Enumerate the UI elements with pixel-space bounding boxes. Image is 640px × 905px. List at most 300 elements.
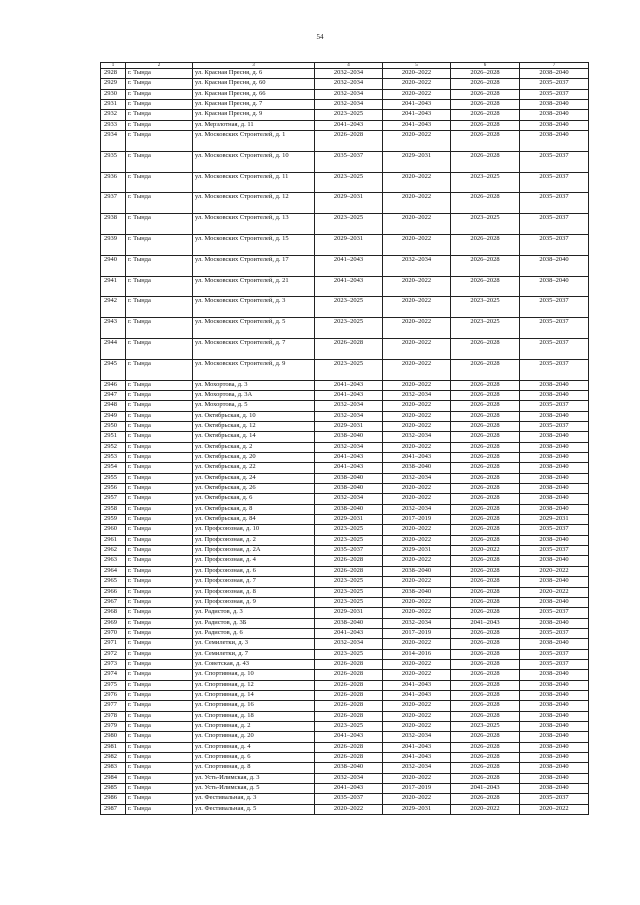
table-row — [101, 297, 589, 318]
period-col6-cell: 2026–2028 — [451, 463, 520, 473]
period-col4-cell: 2026–2028 — [315, 711, 383, 721]
period-col5-cell: 2029–2031 — [383, 546, 451, 556]
period-col6-cell: 2026–2028 — [451, 556, 520, 566]
period-col4-cell: 2020–2022 — [315, 804, 383, 814]
period-col7-cell: 2038–2040 — [520, 390, 589, 400]
city-cell: г. Тында — [126, 515, 193, 525]
address-cell: ул. Профсоюзная, д. 2 — [193, 535, 315, 545]
city-cell: г. Тында — [126, 680, 193, 690]
period-col7-cell: 2035–2037 — [520, 608, 589, 618]
table-row — [101, 546, 589, 556]
period-col5-cell: 2020–2022 — [383, 79, 451, 89]
city-cell: г. Тында — [126, 131, 193, 152]
period-col6-cell: 2026–2028 — [451, 504, 520, 514]
row-number: 2963 — [101, 556, 126, 566]
period-col7-cell: 2035–2037 — [520, 339, 589, 360]
address-cell: ул. Спортивная, д. 10 — [193, 670, 315, 680]
period-col5-cell: 2041–2043 — [383, 120, 451, 130]
period-col4-cell: 2029–2031 — [315, 515, 383, 525]
row-number: 2931 — [101, 100, 126, 110]
period-col7-cell: 2038–2040 — [520, 463, 589, 473]
period-col4-cell: 2041–2043 — [315, 628, 383, 638]
period-col7-cell: 2035–2037 — [520, 422, 589, 432]
period-col4-cell: 2038–2040 — [315, 504, 383, 514]
period-col5-cell: 2020–2022 — [383, 214, 451, 235]
period-col7-cell: 2038–2040 — [520, 753, 589, 763]
period-col7-cell: 2038–2040 — [520, 742, 589, 752]
table-row — [101, 535, 589, 545]
table-row — [101, 318, 589, 339]
address-cell: ул. Московских Строителей, д. 1 — [193, 131, 315, 152]
table-row — [101, 794, 589, 804]
row-number: 2964 — [101, 566, 126, 576]
period-col4-cell: 2041–2043 — [315, 276, 383, 297]
period-col6-cell: 2026–2028 — [451, 690, 520, 700]
city-cell: г. Тында — [126, 587, 193, 597]
period-col5-cell: 2029–2031 — [383, 151, 451, 172]
period-col4-cell: 2029–2031 — [315, 608, 383, 618]
table-row — [101, 504, 589, 514]
address-cell: ул. Московских Строителей, д. 17 — [193, 255, 315, 276]
city-cell: г. Тында — [126, 732, 193, 742]
row-number: 2967 — [101, 597, 126, 607]
period-col5-cell: 2041–2043 — [383, 453, 451, 463]
period-col4-cell: 2041–2043 — [315, 380, 383, 390]
period-col5-cell: 2017–2019 — [383, 628, 451, 638]
table-row — [101, 525, 589, 535]
row-number: 2946 — [101, 380, 126, 390]
row-number: 2958 — [101, 504, 126, 514]
address-cell: ул. Профсоюзная, д. 8 — [193, 587, 315, 597]
period-col5-cell: 2020–2022 — [383, 69, 451, 79]
period-col6-cell: 2026–2028 — [451, 535, 520, 545]
period-col7-cell: 2038–2040 — [520, 721, 589, 731]
period-col7-cell: 2038–2040 — [520, 773, 589, 783]
address-cell: ул. Московских Строителей, д. 11 — [193, 172, 315, 193]
address-cell: ул. Профсоюзная, д. 7 — [193, 577, 315, 587]
row-number: 2954 — [101, 463, 126, 473]
city-cell: г. Тында — [126, 151, 193, 172]
city-cell: г. Тында — [126, 659, 193, 669]
table-row — [101, 597, 589, 607]
row-number: 2928 — [101, 69, 126, 79]
period-col6-cell: 2026–2028 — [451, 453, 520, 463]
address-cell: ул. Октябрьская, д. 26 — [193, 484, 315, 494]
address-cell: ул. Фестивальная, д. 3 — [193, 794, 315, 804]
city-cell: г. Тында — [126, 753, 193, 763]
period-col5-cell: 2032–2034 — [383, 618, 451, 628]
period-col5-cell: 2041–2043 — [383, 680, 451, 690]
city-cell: г. Тында — [126, 618, 193, 628]
period-col7-cell: 2038–2040 — [520, 494, 589, 504]
address-cell: ул. Радистов, д. 3 — [193, 608, 315, 618]
city-cell: г. Тында — [126, 453, 193, 463]
row-number: 2961 — [101, 535, 126, 545]
period-col5-cell: 2014–2016 — [383, 649, 451, 659]
address-cell: ул. Октябрьская, д. 84 — [193, 515, 315, 525]
row-number: 2976 — [101, 690, 126, 700]
table-row — [101, 690, 589, 700]
city-cell: г. Тында — [126, 79, 193, 89]
city-cell: г. Тында — [126, 193, 193, 214]
period-col4-cell: 2035–2037 — [315, 151, 383, 172]
period-col6-cell: 2026–2028 — [451, 79, 520, 89]
period-col7-cell: 2035–2037 — [520, 546, 589, 556]
period-col6-cell: 2026–2028 — [451, 753, 520, 763]
period-col4-cell: 2032–2034 — [315, 442, 383, 452]
period-col5-cell: 2020–2022 — [383, 525, 451, 535]
period-col5-cell: 2020–2022 — [383, 276, 451, 297]
period-col6-cell: 2026–2028 — [451, 525, 520, 535]
period-col5-cell: 2020–2022 — [383, 318, 451, 339]
city-cell: г. Тында — [126, 89, 193, 99]
period-col7-cell: 2038–2040 — [520, 597, 589, 607]
period-col5-cell: 2020–2022 — [383, 577, 451, 587]
city-cell: г. Тында — [126, 525, 193, 535]
period-col4-cell: 2023–2025 — [315, 649, 383, 659]
period-col7-cell: 2035–2037 — [520, 401, 589, 411]
table-row — [101, 79, 589, 89]
table-row — [101, 89, 589, 99]
period-col7-cell: 2038–2040 — [520, 484, 589, 494]
period-col5-cell: 2020–2022 — [383, 131, 451, 152]
row-number: 2943 — [101, 318, 126, 339]
period-col7-cell: 2038–2040 — [520, 69, 589, 79]
address-cell: ул. Октябрьская, д. 22 — [193, 463, 315, 473]
period-col6-cell: 2026–2028 — [451, 566, 520, 576]
city-cell: г. Тында — [126, 390, 193, 400]
address-cell: ул. Московских Строителей, д. 15 — [193, 235, 315, 256]
period-col5-cell: 2020–2022 — [383, 608, 451, 618]
table-row — [101, 670, 589, 680]
period-col6-cell: 2026–2028 — [451, 411, 520, 421]
row-number: 2937 — [101, 193, 126, 214]
period-col5-cell: 2032–2034 — [383, 255, 451, 276]
period-col6-cell: 2026–2028 — [451, 339, 520, 360]
address-cell: ул. Усть-Илимская, д. 5 — [193, 784, 315, 794]
period-col7-cell: 2038–2040 — [520, 784, 589, 794]
period-col6-cell: 2020–2022 — [451, 546, 520, 556]
column-number-4: 4 — [315, 63, 383, 69]
address-cell: ул. Профсоюзная, д. 10 — [193, 525, 315, 535]
period-col5-cell: 2020–2022 — [383, 442, 451, 452]
row-number: 2934 — [101, 131, 126, 152]
address-cell: ул. Спортивная, д. 16 — [193, 701, 315, 711]
period-col7-cell: 2038–2040 — [520, 732, 589, 742]
table-row — [101, 339, 589, 360]
period-col5-cell: 2032–2034 — [383, 763, 451, 773]
city-cell: г. Тында — [126, 711, 193, 721]
row-number: 2951 — [101, 432, 126, 442]
row-number: 2968 — [101, 608, 126, 618]
row-number: 2940 — [101, 255, 126, 276]
period-col4-cell: 2032–2034 — [315, 639, 383, 649]
period-col6-cell: 2020–2022 — [451, 804, 520, 814]
city-cell: г. Тында — [126, 297, 193, 318]
period-col4-cell: 2041–2043 — [315, 453, 383, 463]
table-row — [101, 721, 589, 731]
period-col6-cell: 2026–2028 — [451, 742, 520, 752]
period-col4-cell: 2023–2025 — [315, 721, 383, 731]
address-cell: ул. Московских Строителей, д. 3 — [193, 297, 315, 318]
period-col6-cell: 2026–2028 — [451, 649, 520, 659]
address-cell: ул. Профсоюзная, д. 2А — [193, 546, 315, 556]
row-number: 2932 — [101, 110, 126, 120]
period-col5-cell: 2020–2022 — [383, 556, 451, 566]
address-cell: ул. Мерзлотная, д. 11 — [193, 120, 315, 130]
table-row — [101, 214, 589, 235]
period-col7-cell: 2038–2040 — [520, 110, 589, 120]
address-cell: ул. Спортивная, д. 14 — [193, 690, 315, 700]
table-row — [101, 411, 589, 421]
period-col7-cell: 2035–2037 — [520, 794, 589, 804]
row-number: 2987 — [101, 804, 126, 814]
table-row — [101, 422, 589, 432]
address-cell: ул. Спортивная, д. 20 — [193, 732, 315, 742]
period-col6-cell: 2026–2028 — [451, 432, 520, 442]
period-col7-cell: 2029–2031 — [520, 515, 589, 525]
address-cell: ул. Семилетки, д. 3 — [193, 639, 315, 649]
row-number: 2986 — [101, 794, 126, 804]
table-row — [101, 131, 589, 152]
period-col5-cell: 2020–2022 — [383, 380, 451, 390]
row-number: 2944 — [101, 339, 126, 360]
period-col6-cell: 2041–2043 — [451, 784, 520, 794]
city-cell: г. Тында — [126, 794, 193, 804]
city-cell: г. Тында — [126, 463, 193, 473]
address-cell: ул. Московских Строителей, д. 10 — [193, 151, 315, 172]
city-cell: г. Тында — [126, 566, 193, 576]
address-cell: ул. Усть-Илимская, д. 3 — [193, 773, 315, 783]
period-col4-cell: 2035–2037 — [315, 794, 383, 804]
period-col6-cell: 2026–2028 — [451, 639, 520, 649]
period-col5-cell: 2032–2034 — [383, 432, 451, 442]
city-cell: г. Тында — [126, 432, 193, 442]
city-cell: г. Тында — [126, 649, 193, 659]
period-col5-cell: 2020–2022 — [383, 773, 451, 783]
city-cell: г. Тында — [126, 401, 193, 411]
table-row — [101, 784, 589, 794]
period-col4-cell: 2026–2028 — [315, 753, 383, 763]
address-cell: ул. Красная Пресня, д. 66 — [193, 89, 315, 99]
table-row — [101, 608, 589, 618]
address-cell: ул. Радистов, д. 6 — [193, 628, 315, 638]
row-number: 2939 — [101, 235, 126, 256]
address-cell: ул. Красная Пресня, д. 7 — [193, 100, 315, 110]
period-col7-cell: 2038–2040 — [520, 701, 589, 711]
row-number: 2965 — [101, 577, 126, 587]
period-col6-cell: 2026–2028 — [451, 597, 520, 607]
address-cell: ул. Московских Строителей, д. 7 — [193, 339, 315, 360]
period-col4-cell: 2041–2043 — [315, 463, 383, 473]
address-cell: ул. Мохортова, д. 5 — [193, 401, 315, 411]
city-cell: г. Тында — [126, 784, 193, 794]
row-number: 2929 — [101, 79, 126, 89]
period-col6-cell: 2026–2028 — [451, 587, 520, 597]
period-col6-cell: 2026–2028 — [451, 100, 520, 110]
period-col5-cell: 2038–2040 — [383, 587, 451, 597]
period-col4-cell: 2038–2040 — [315, 484, 383, 494]
period-col5-cell: 2020–2022 — [383, 794, 451, 804]
table-row — [101, 484, 589, 494]
period-col4-cell: 2023–2025 — [315, 359, 383, 380]
address-cell: ул. Спортивная, д. 4 — [193, 742, 315, 752]
period-col6-cell: 2026–2028 — [451, 422, 520, 432]
row-number: 2959 — [101, 515, 126, 525]
row-number: 2936 — [101, 172, 126, 193]
table-row — [101, 753, 589, 763]
row-number: 2935 — [101, 151, 126, 172]
period-col7-cell: 2038–2040 — [520, 255, 589, 276]
row-number: 2945 — [101, 359, 126, 380]
period-col6-cell: 2026–2028 — [451, 628, 520, 638]
city-cell: г. Тында — [126, 359, 193, 380]
period-col6-cell: 2026–2028 — [451, 659, 520, 669]
table-row — [101, 401, 589, 411]
period-col7-cell: 2035–2037 — [520, 151, 589, 172]
period-col6-cell: 2026–2028 — [451, 110, 520, 120]
address-cell: ул. Спортивная, д. 2 — [193, 721, 315, 731]
period-col6-cell: 2026–2028 — [451, 401, 520, 411]
table-row — [101, 473, 589, 483]
address-cell: ул. Октябрьская, д. 8 — [193, 504, 315, 514]
city-cell: г. Тында — [126, 255, 193, 276]
table-row — [101, 587, 589, 597]
table-row — [101, 711, 589, 721]
period-col4-cell: 2032–2034 — [315, 401, 383, 411]
period-col7-cell: 2020–2022 — [520, 804, 589, 814]
row-number: 2982 — [101, 753, 126, 763]
period-col7-cell: 2038–2040 — [520, 432, 589, 442]
address-cell: ул. Московских Строителей, д. 13 — [193, 214, 315, 235]
period-col6-cell: 2026–2028 — [451, 390, 520, 400]
city-cell: г. Тында — [126, 484, 193, 494]
period-col4-cell: 2032–2034 — [315, 69, 383, 79]
period-col7-cell: 2020–2022 — [520, 566, 589, 576]
table-row — [101, 566, 589, 576]
address-cell: ул. Московских Строителей, д. 5 — [193, 318, 315, 339]
period-col4-cell: 2032–2034 — [315, 79, 383, 89]
column-number-5: 5 — [383, 63, 451, 69]
period-col6-cell: 2026–2028 — [451, 473, 520, 483]
period-col4-cell: 2035–2037 — [315, 546, 383, 556]
period-col4-cell: 2032–2034 — [315, 411, 383, 421]
address-cell: ул. Семилетки, д. 7 — [193, 649, 315, 659]
period-col5-cell: 2020–2022 — [383, 659, 451, 669]
period-col5-cell: 2032–2034 — [383, 504, 451, 514]
city-cell: г. Тында — [126, 701, 193, 711]
row-number: 2981 — [101, 742, 126, 752]
period-col4-cell: 2041–2043 — [315, 390, 383, 400]
address-cell: ул. Красная Пресня, д. 60 — [193, 79, 315, 89]
period-col4-cell: 2038–2040 — [315, 473, 383, 483]
city-cell: г. Тында — [126, 318, 193, 339]
city-cell: г. Тында — [126, 546, 193, 556]
row-number: 2966 — [101, 587, 126, 597]
period-col7-cell: 2038–2040 — [520, 453, 589, 463]
period-col6-cell: 2023–2025 — [451, 214, 520, 235]
address-cell: ул. Октябрьская, д. 12 — [193, 422, 315, 432]
city-cell: г. Тында — [126, 214, 193, 235]
row-number: 2960 — [101, 525, 126, 535]
period-col6-cell: 2026–2028 — [451, 680, 520, 690]
period-col4-cell: 2023–2025 — [315, 525, 383, 535]
period-col7-cell: 2038–2040 — [520, 639, 589, 649]
address-cell: ул. Радистов, д. 3Б — [193, 618, 315, 628]
period-col7-cell: 2038–2040 — [520, 577, 589, 587]
period-col5-cell: 2020–2022 — [383, 359, 451, 380]
period-col7-cell: 2035–2037 — [520, 214, 589, 235]
period-col7-cell: 2038–2040 — [520, 380, 589, 390]
period-col4-cell: 2026–2028 — [315, 670, 383, 680]
period-col4-cell: 2026–2028 — [315, 680, 383, 690]
row-number: 2977 — [101, 701, 126, 711]
period-col5-cell: 2020–2022 — [383, 721, 451, 731]
address-cell: ул. Октябрьская, д. 6 — [193, 494, 315, 504]
address-cell: ул. Советская, д. 43 — [193, 659, 315, 669]
row-number: 2947 — [101, 390, 126, 400]
row-number: 2969 — [101, 618, 126, 628]
row-number: 2980 — [101, 732, 126, 742]
column-number-1: 1 — [101, 63, 126, 69]
row-number: 2974 — [101, 670, 126, 680]
row-number: 2950 — [101, 422, 126, 432]
city-cell: г. Тында — [126, 69, 193, 79]
period-col7-cell: 2035–2037 — [520, 235, 589, 256]
period-col6-cell: 2041–2043 — [451, 618, 520, 628]
period-col4-cell: 2023–2025 — [315, 318, 383, 339]
period-col5-cell: 2041–2043 — [383, 690, 451, 700]
row-number: 2983 — [101, 763, 126, 773]
city-cell: г. Тында — [126, 422, 193, 432]
table-row — [101, 701, 589, 711]
period-col7-cell: 2038–2040 — [520, 680, 589, 690]
period-col6-cell: 2026–2028 — [451, 577, 520, 587]
city-cell: г. Тында — [126, 276, 193, 297]
period-col4-cell: 2026–2028 — [315, 566, 383, 576]
period-col7-cell: 2035–2037 — [520, 318, 589, 339]
period-col5-cell: 2020–2022 — [383, 401, 451, 411]
period-col6-cell: 2023–2025 — [451, 297, 520, 318]
column-number-3: 3 — [193, 63, 315, 69]
address-cell: ул. Спортивная, д. 6 — [193, 753, 315, 763]
city-cell: г. Тында — [126, 804, 193, 814]
table-row — [101, 276, 589, 297]
period-col5-cell: 2020–2022 — [383, 535, 451, 545]
period-col7-cell: 2020–2022 — [520, 587, 589, 597]
period-col6-cell: 2026–2028 — [451, 732, 520, 742]
table-row — [101, 639, 589, 649]
period-col5-cell: 2017–2019 — [383, 784, 451, 794]
row-number: 2979 — [101, 721, 126, 731]
period-col5-cell: 2017–2019 — [383, 515, 451, 525]
table-row — [101, 172, 589, 193]
table-row — [101, 193, 589, 214]
period-col5-cell: 2041–2043 — [383, 742, 451, 752]
row-number: 2952 — [101, 442, 126, 452]
table-row — [101, 577, 589, 587]
period-col4-cell: 2032–2034 — [315, 773, 383, 783]
city-cell: г. Тында — [126, 120, 193, 130]
period-col4-cell: 2023–2025 — [315, 172, 383, 193]
period-col5-cell: 2032–2034 — [383, 732, 451, 742]
period-col4-cell: 2026–2028 — [315, 131, 383, 152]
period-col6-cell: 2026–2028 — [451, 380, 520, 390]
period-col5-cell: 2038–2040 — [383, 463, 451, 473]
register-table-container — [100, 62, 588, 815]
period-col4-cell: 2023–2025 — [315, 587, 383, 597]
table-row — [101, 151, 589, 172]
